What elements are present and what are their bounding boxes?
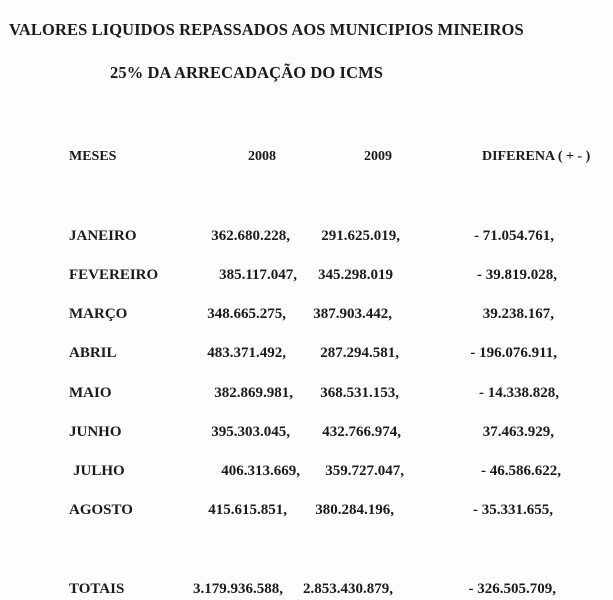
page-title: VALORES LIQUIDOS REPASSADOS AOS MUNICIPIOS MINEIROS: [9, 20, 524, 39]
row-month: JANEIRO: [69, 228, 137, 244]
header-meses: MESES: [69, 149, 117, 164]
row-value-2008: 348.665.275,: [207, 306, 286, 322]
header-2008: 2008: [248, 149, 276, 164]
row-value-2008: 406.313.669,: [221, 463, 300, 479]
row-difference: - 39.819.028,: [477, 267, 557, 283]
totals-difference: - 326.505.709,: [468, 581, 556, 597]
row-value-2009: 287.294.581,: [320, 345, 399, 361]
row-value-2009: 368.531.153,: [320, 385, 399, 401]
row-value-2009: 359.727.047,: [325, 463, 404, 479]
row-month: JUNHO: [69, 424, 122, 440]
row-month: JULHO: [73, 463, 125, 479]
row-value-2009: 345.298.019: [318, 267, 393, 283]
totals-label: TOTAIS: [69, 581, 125, 597]
row-value-2008: 385.117.047,: [219, 267, 297, 283]
row-month: AGOSTO: [69, 502, 133, 518]
row-difference: - 14.338.828,: [479, 385, 559, 401]
row-month: ABRIL: [69, 345, 117, 361]
row-value-2009: 387.903.442,: [313, 306, 392, 322]
header-2009: 2009: [364, 149, 392, 164]
row-difference: - 196.076.911,: [470, 345, 557, 361]
row-value-2009: 380.284.196,: [315, 502, 394, 518]
row-difference: - 35.331.655,: [473, 502, 553, 518]
row-value-2009: 291.625.019,: [321, 228, 400, 244]
row-value-2009: 432.766.974,: [322, 424, 401, 440]
row-value-2008: 415.615.851,: [208, 502, 287, 518]
row-value-2008: 483.371.492,: [207, 345, 286, 361]
row-month: FEVEREIRO: [69, 267, 159, 283]
row-value-2008: 395.303.045,: [211, 424, 290, 440]
row-month: MARÇO: [69, 306, 128, 322]
row-difference: 39.238.167,: [482, 306, 554, 322]
totals-value-2009: 2.853.430.879,: [303, 581, 393, 597]
totals-value-2008: 3.179.936.588,: [193, 581, 283, 597]
row-difference: 37.463.929,: [482, 424, 554, 440]
row-value-2008: 362.680.228,: [211, 228, 290, 244]
row-month: MAIO: [69, 385, 112, 401]
row-difference: - 46.586.622,: [481, 463, 561, 479]
page-subtitle: 25% DA ARRECADAÇÃO DO ICMS: [110, 63, 384, 82]
row-value-2008: 382.869.981,: [214, 385, 293, 401]
row-difference: - 71.054.761,: [474, 228, 554, 244]
header-diferenca: DIFERENA ( + - ): [482, 149, 591, 164]
